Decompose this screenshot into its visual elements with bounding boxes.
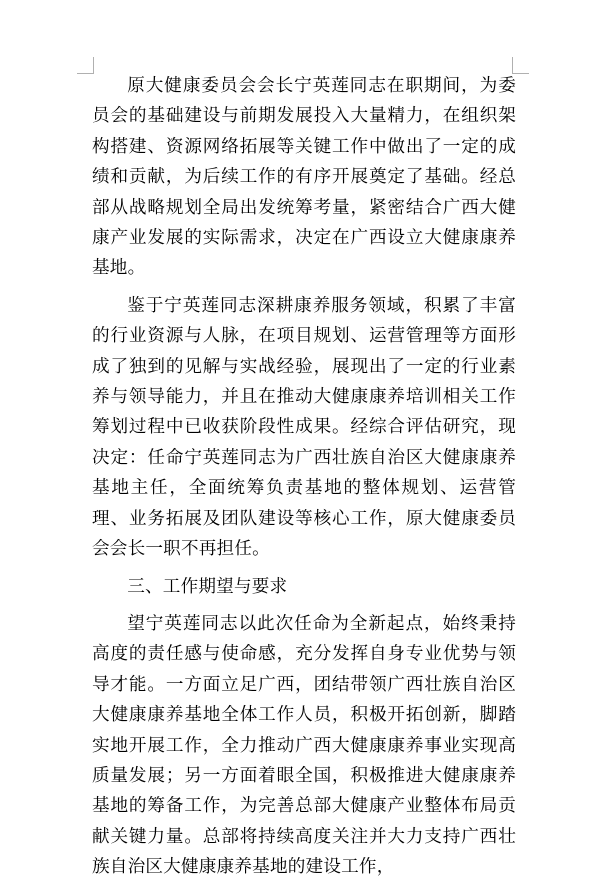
paragraph-background: 原大健康委员会会长宁英莲同志在职期间，为委员会的基础建设与前期发展投入大量精力，在组织架构搭建、资源网络拓展等关键工作中做出了一定的成绩和贡献，为后续工作的有序开展奠定了基础。经总部从战略规划全局出发统筹考量，紧密结合广西大健康产业发展的实际需求，决定在广西设立大健康康养基地。 [92,76,516,279]
paragraph-appointment: 鉴于宁英莲同志深耕康养服务领域，积累了丰富的行业资源与人脉，在项目规划、运营管理等方面形成了独到的见解与实战经验，展现出了一定的行业素养与领导能力，并且在推动大健康康养培训相关工作筹划过程中已收获阶段性成果。经综合评估研究，现决定：任命宁英莲同志为广西壮族自治区大健康康养基地主任，全面统筹负责基地的整体规划、运营管理、业务拓展及团队建设等核心工作，原大健康委员会会长一职不再担任。 [92,295,516,560]
section-heading: 三、工作期望与要求 [127,576,288,597]
paragraph-expectations: 望宁英莲同志以此次任命为全新起点，始终秉持高度的责任感与使命感，充分发挥自身专业优势与领导才能。一方面立足广西，团结带领广西壮族自治区大健康康养基地全体工作人员，积极开拓创新，脚踏实地开展工作，全力推动广西大健康康养事业实现高质量发展；另一方面着眼全国，积极推进大健康康养基地的筹备工作，为完善总部大健康产业整体布局贡献关键力量。总部将持续高度关注并大力支持广西壮族自治区大健康康养基地的建设工作， [92,613,516,878]
document-body [92,71,516,890]
